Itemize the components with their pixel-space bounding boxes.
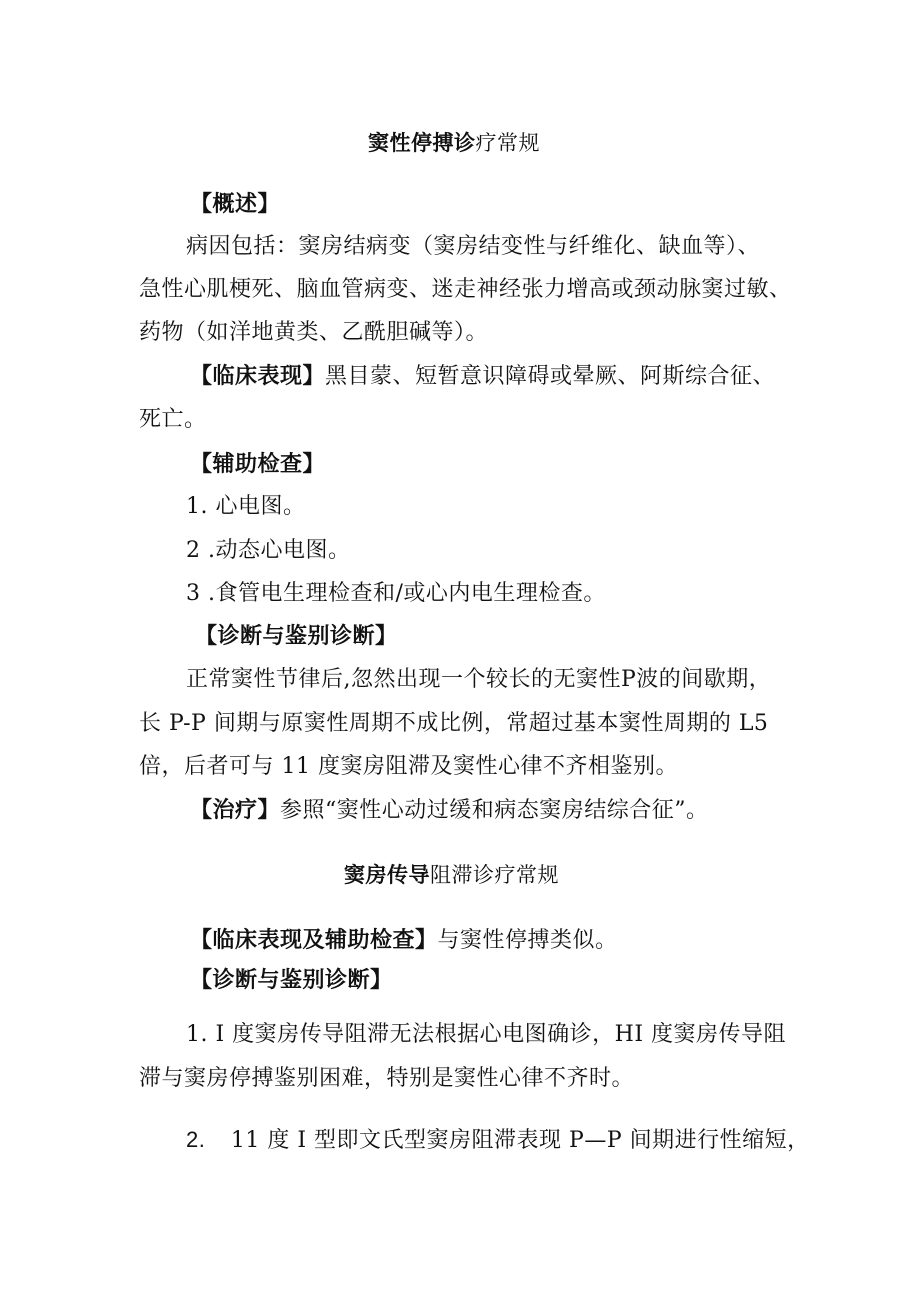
s2-clinical-paragraph <box>190 926 618 956</box>
diag-line-1: 正常窦性节律后,忽然出现一个较长的无窦性P波的间歇期， <box>186 667 772 692</box>
overview-line-3: 药物（如洋地黄类、乙酰胆碱等）。 <box>139 320 489 345</box>
s2-clinical-heading: 【临床表现及辅助检查】 <box>190 928 438 953</box>
diag-heading: 【诊断与鉴别诊断】 <box>195 624 398 649</box>
s2-clinical-text: 与窦性停搏类似。 <box>437 928 618 953</box>
treat-paragraph <box>190 796 709 826</box>
s2-item2-text: 11 度 I 型即文氏型窦房阻滞表现 P—P 间期进行性缩短， <box>230 1128 810 1153</box>
s2-item1-line-1: 1. I 度窦房传导阻滞无法根据心电图确诊，HI 度窦房传导阻 <box>186 1022 787 1047</box>
aux-item-2: 2 .动态心电图。 <box>186 538 351 563</box>
overview-heading: 【概述】 <box>190 192 281 217</box>
section1-title-bold: 窦性停搏诊 <box>368 131 476 155</box>
clinical-text-2: 死亡。 <box>139 407 207 432</box>
diag-line-2: 长 P-P 间期与原窦性周期不成比例，常超过基本窦性周期的 L5 <box>139 711 769 736</box>
s2-item2-number: 2. <box>186 1127 206 1152</box>
section1-title <box>368 128 540 158</box>
section2-title-bold: 窦房传导 <box>344 863 430 887</box>
aux-item-1: 1. 心电图。 <box>186 494 306 519</box>
diag-line-3: 倍，后者可与 11 度窦房阻滞及窦性心律不齐相鉴别。 <box>139 754 678 779</box>
treat-text: 参照“窦性心动过缓和病态窦房结综合征”。 <box>280 798 709 823</box>
s2-item1-line-2: 滞与窦房停搏鉴别困难，特别是窦性心律不齐时。 <box>139 1066 635 1091</box>
overview-line-1: 病因包括：窦房结病变（窦房结变性与纤维化、缺血等）、 <box>186 234 761 259</box>
section1-title-rest: 疗常规 <box>475 131 540 155</box>
treat-heading: 【治疗】 <box>190 798 281 823</box>
clinical-heading: 【临床表现】 <box>190 364 326 389</box>
aux-heading: 【辅助检查】 <box>190 452 326 477</box>
s2-diag-heading: 【诊断与鉴别诊断】 <box>190 968 393 993</box>
overview-line-2: 急性心肌梗死、脑血管病变、迷走神经张力增高或颈动脉窦过敏、 <box>139 277 792 302</box>
clinical-paragraph <box>190 362 775 392</box>
clinical-text: 黑目蒙、短暂意识障碍或晕厥、阿斯综合征、 <box>325 364 776 389</box>
aux-item-3: 3 .食管电生理检查和/或心内电生理检查。 <box>186 581 606 606</box>
section2-title-rest: 阻滞诊疗常规 <box>430 863 559 887</box>
section2-title <box>344 860 559 890</box>
s2-item2 <box>186 1125 810 1156</box>
